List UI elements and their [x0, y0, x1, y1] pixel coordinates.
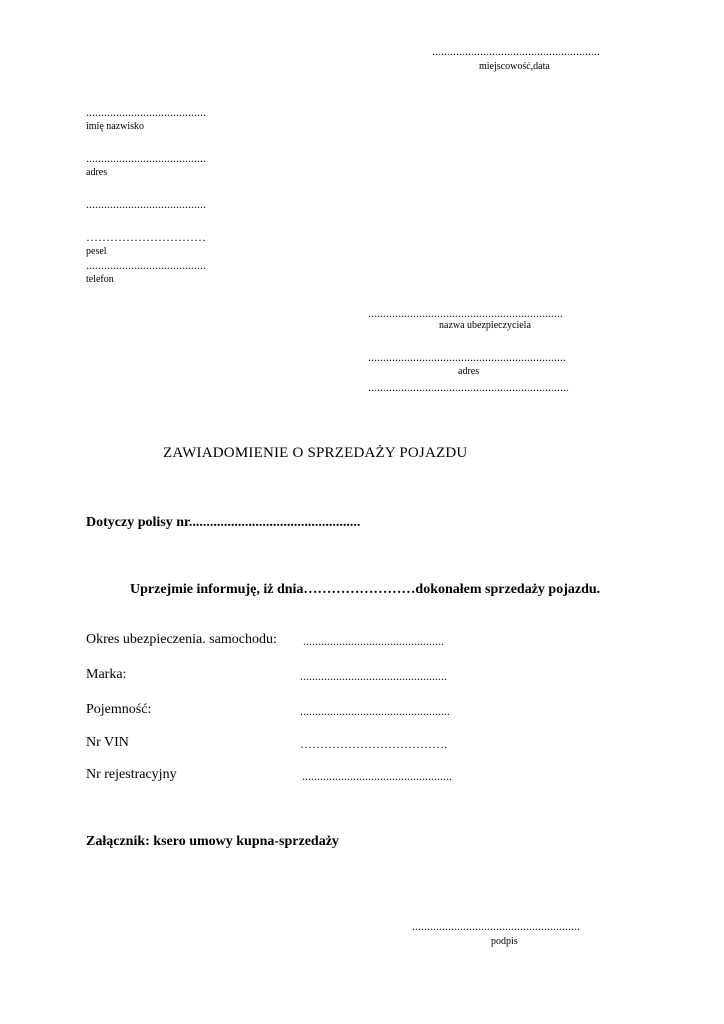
insurer-name-label: nazwa ubezpieczyciela [439, 320, 531, 331]
sender-pesel-line[interactable]: ………………………… [86, 230, 206, 244]
place-date-line[interactable]: ........................................................ [432, 44, 600, 58]
sender-name-line[interactable]: ........................................ [86, 105, 206, 119]
field-value-insurance-period[interactable]: ............................................... [303, 634, 444, 648]
sender-address-label: adres [86, 167, 108, 178]
sale-statement-before: Uprzejmie informuję, iż dnia [130, 582, 304, 597]
policy-number-line[interactable]: Dotyczy polisy nr................................................. [86, 515, 361, 530]
attachment-note: Załącznik: ksero umowy kupna-sprzedaży [86, 834, 339, 849]
signature-line[interactable]: ........................................................ [412, 919, 580, 933]
field-label-registration: Nr rejestracyjny [86, 767, 177, 782]
sender-name-label: imię nazwisko [86, 121, 145, 132]
sale-statement [130, 582, 600, 598]
sender-address-line[interactable]: ........................................ [86, 151, 206, 165]
field-label-insurance-period: Okres ubezpieczenia. samochodu: [86, 632, 277, 647]
field-label-capacity: Pojemność: [86, 702, 152, 717]
field-label-make: Marka: [86, 667, 127, 682]
signature-label: podpis [491, 936, 518, 947]
sale-statement-after: dokonałem sprzedaży pojazdu. [415, 582, 601, 597]
sender-address2-line[interactable]: ........................................ [86, 197, 206, 211]
field-value-capacity[interactable]: .................................................. [300, 704, 450, 718]
field-value-make[interactable]: ................................................. [300, 669, 447, 683]
insurer-address2-line[interactable]: ................................................................... [368, 380, 569, 394]
insurer-address-line[interactable]: .................................................................. [368, 350, 566, 364]
document-title: ZAWIADOMIENIE O SPRZEDAŻY POJAZDU [163, 445, 468, 461]
sender-pesel-label: pesel [86, 246, 107, 257]
sender-phone-label: telefon [86, 274, 114, 285]
insurer-address-label: adres [458, 366, 480, 377]
sale-date-line[interactable]: …………………… [303, 582, 416, 597]
sender-phone-line[interactable]: ........................................ [86, 258, 206, 272]
field-value-registration[interactable]: .................................................. [302, 769, 452, 783]
place-date-label: miejscowość,data [479, 61, 550, 72]
field-label-vin: Nr VIN [86, 735, 129, 750]
field-value-vin[interactable]: ………………………………. [300, 737, 447, 751]
insurer-name-line[interactable]: ................................................................. [368, 306, 563, 320]
